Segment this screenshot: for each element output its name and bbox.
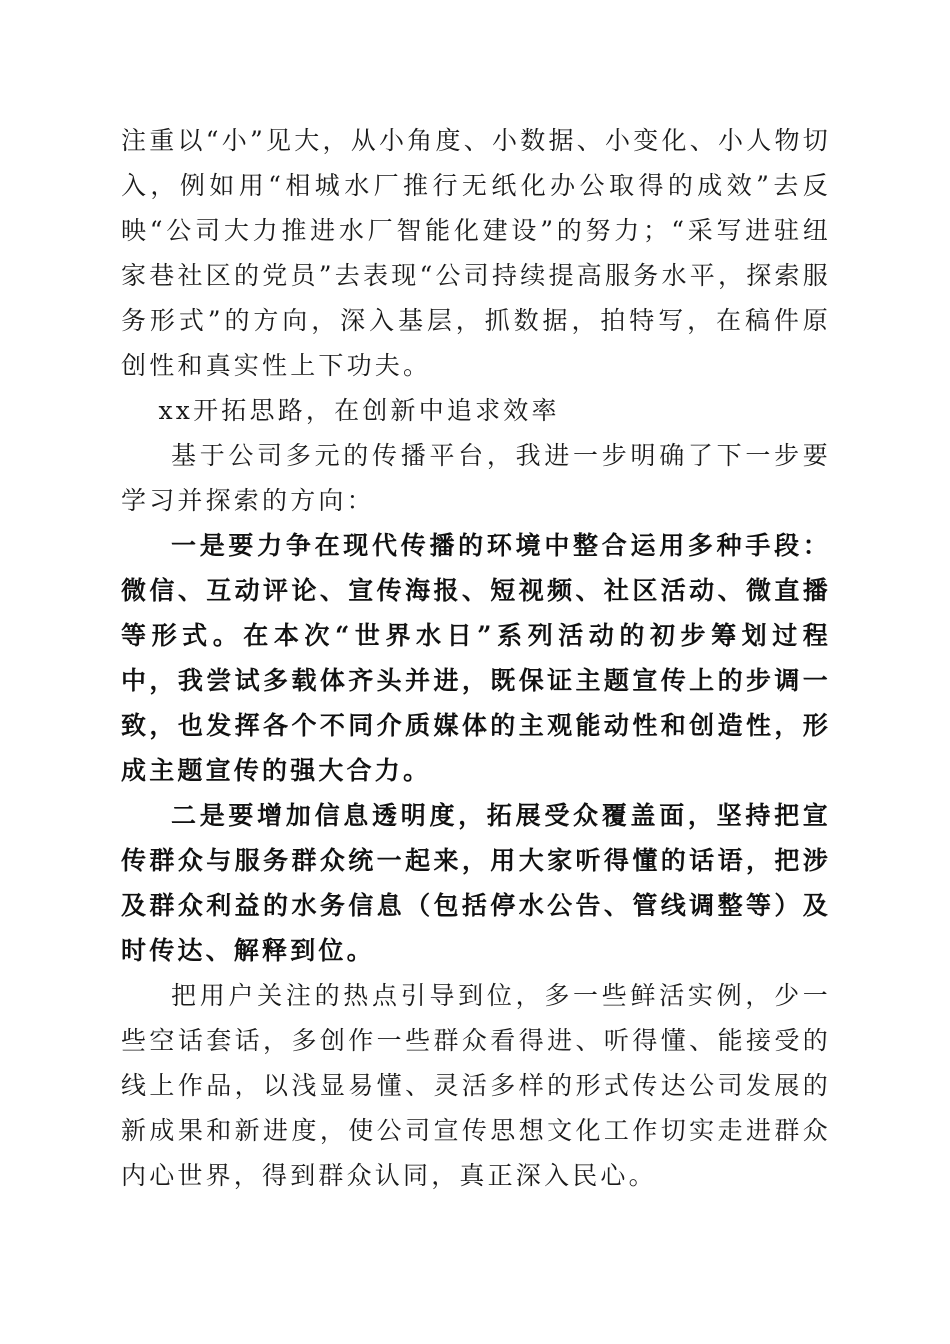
section-heading: xx开拓思路，在创新中追求效率 — [158, 396, 560, 425]
paragraph-5: 二是要增加信息透明度，拓展受众覆盖面，坚持把宣传群众与服务群众统一起来，用大家听得懂的话语，把涉及群众利益的水务信息（包括停水公告、管线调整等）及时传达、解释到位。 — [121, 801, 831, 965]
paragraph-6: 把用户关注的热点引导到位，多一些鲜活实例，少一些空话套话，多创作一些群众看得进、听得懂、能接受的线上作品，以浅显易懂、灵活多样的形式传达公司发展的新成果和新进度，使公司宣传思想文化工作切实走进群众内心世界，得到群众认同，真正深入民心。 — [121, 981, 831, 1190]
paragraph-4: 一是要力争在现代传播的环境中整合运用多种手段：微信、互动评论、宣传海报、短视频、社区活动、微直播等形式。在本次“世界水日”系列活动的初步筹划过程中，我尝试多载体齐头并进，既保证主题宣传上的步调一致，也发挥各个不同介质媒体的主观能动性和创造性，形成主题宣传的强大合力。 — [121, 531, 831, 785]
paragraph-3: 基于公司多元的传播平台，我进一步明确了下一步要学习并探索的方向： — [121, 441, 831, 515]
document-body — [121, 118, 831, 1198]
paragraph-1: 注重以“小”见大，从小角度、小数据、小变化、小人物切入，例如用“相城水厂推行无纸化办公取得的成效”去反映“公司大力推进水厂智能化建设”的努力；“采写进驻纽家巷社区的党员”去表现“公司持续提高服务水平，探索服务形式”的方向，深入基层，抓数据，拍特写，在稿件原创性和真实性上下功夫。 — [121, 126, 831, 380]
